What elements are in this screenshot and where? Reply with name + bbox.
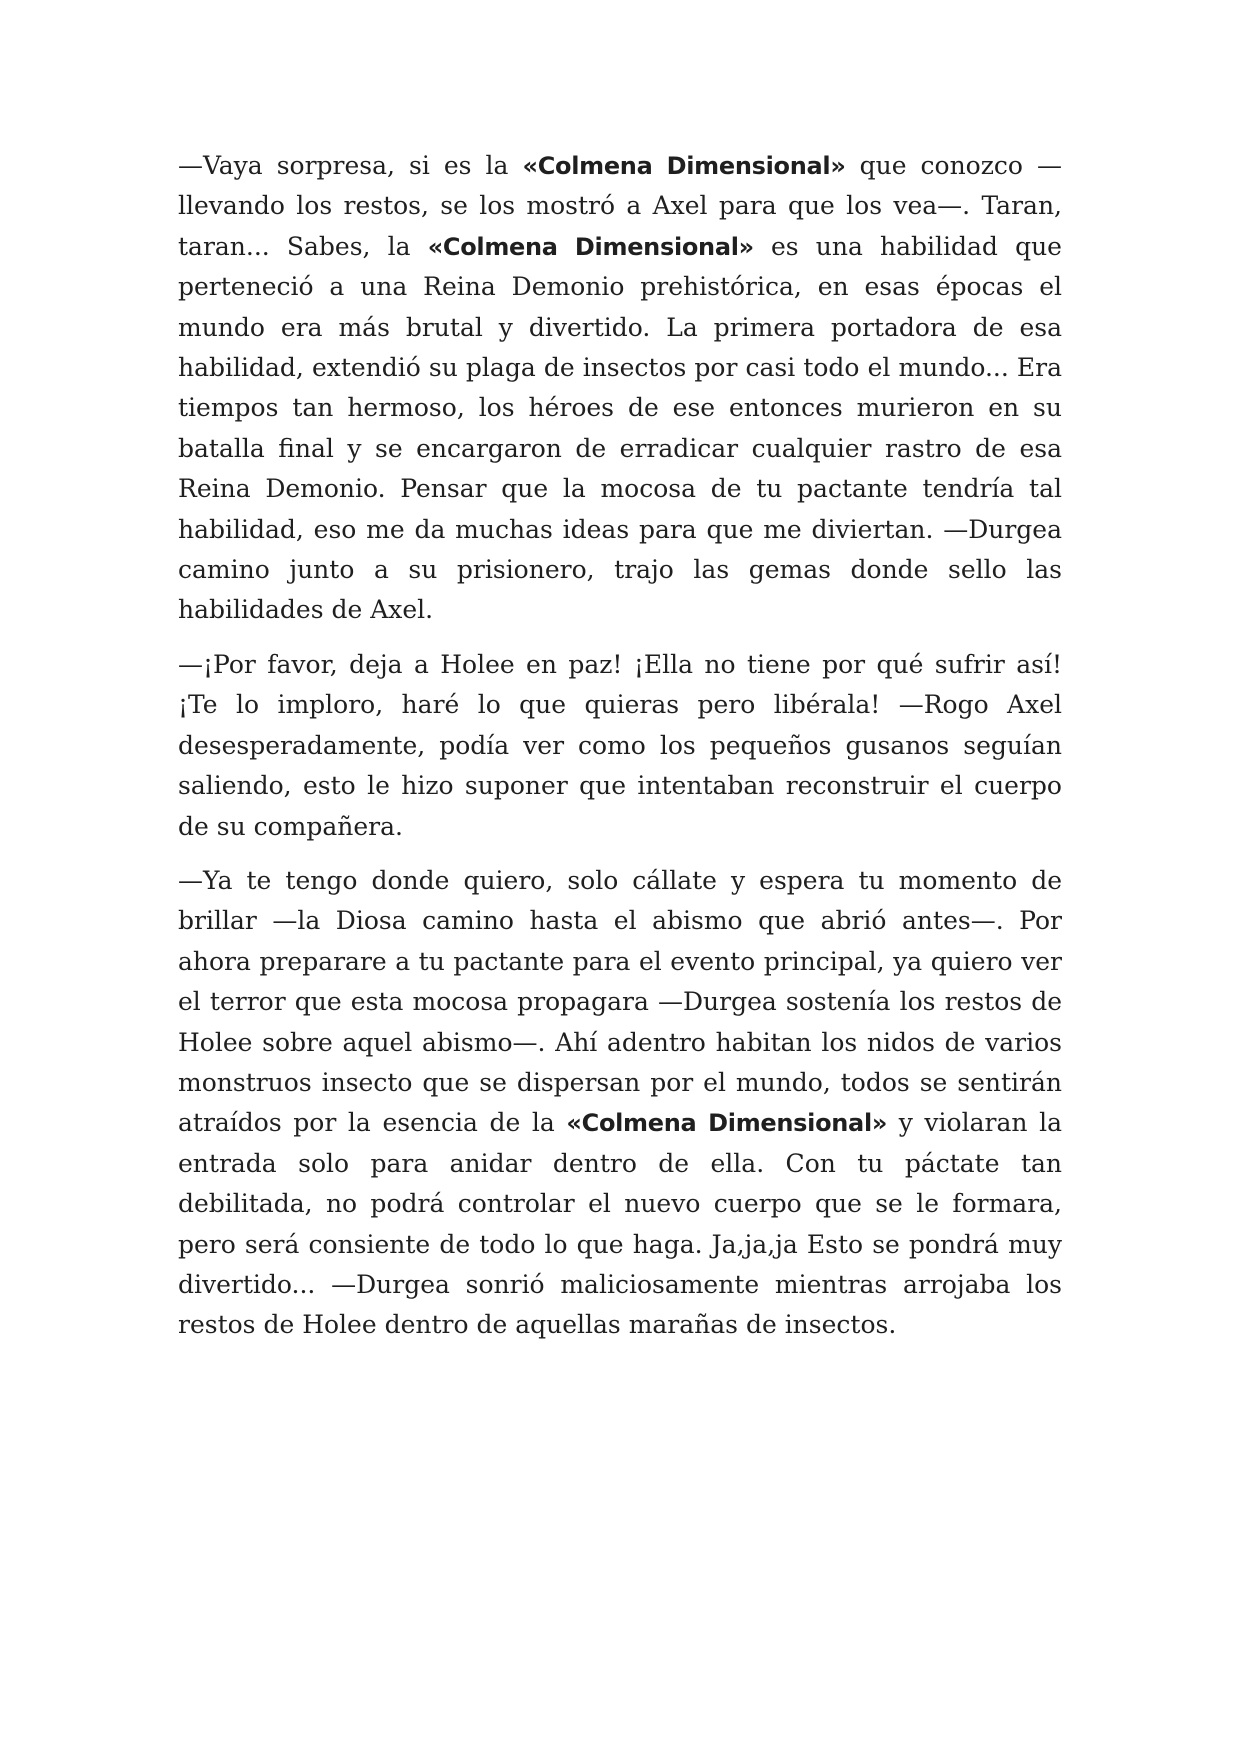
text-run: —¡Por favor, deja a Holee en paz! ¡Ella no tiene por qué sufrir así! ¡Te lo imploro, haré lo que quieras pero libérala! —Rogo Axel desesperadamente, podía ver como los pequeños gusanos seguían saliendo, esto le hizo suponer que intentaban reconstruir el cuerpo de su compañera.	[178, 649, 1062, 841]
body-text	[178, 146, 1062, 1360]
text-run: y violaran la entrada solo para anidar dentro de ella. Con tu páctate tan debilitada, no podrá controlar el nuevo cuerpo que se le formara, pero será consiente de todo lo que haga. Ja,ja,ja Esto se pondrá muy divertido... —Durgea sonrió maliciosamente mientras arrojaba los restos de Holee dentro de aquellas marañas de insectos.	[178, 1108, 1062, 1340]
text-run: que conozco —llevando los restos, se los mostró a Axel para que los vea—. Taran, taran... Sabes, la	[178, 151, 1062, 261]
skill-name: «Colmena Dimensional»	[566, 1109, 888, 1138]
skill-name: «Colmena Dimensional»	[427, 232, 754, 261]
paragraph-1	[178, 146, 1062, 631]
paragraph-3	[178, 861, 1062, 1346]
paragraph-2	[178, 645, 1062, 847]
text-run: —Vaya sorpresa, si es la	[178, 151, 523, 180]
text-run: es una habilidad que perteneció a una Reina Demonio prehistórica, en esas épocas el mundo era más brutal y divertido. La primera portadora de esa habilidad, extendió su plaga de insectos por casi todo el mundo... Era tiempos tan hermoso, los héroes de ese entonces murieron en su batalla final y se encargaron de erradicar cualquier rastro de esa Reina Demonio. Pensar que la mocosa de tu pactante tendría tal habilidad, eso me da muchas ideas para que me diviertan. —Durgea camino junto a su prisionero, trajo las gemas donde sello las habilidades de Axel.	[178, 231, 1062, 625]
text-run: —Ya te tengo donde quiero, solo cállate y espera tu momento de brillar —la Diosa camino hasta el abismo que abrió antes—. Por ahora preparare a tu pactante para el evento principal, ya quiero ver el terror que esta mocosa propagara —Durgea sostenía los restos de Holee sobre aquel abismo—. Ahí adentro habitan los nidos de varios monstruos insecto que se dispersan por el mundo, todos se sentirán atraídos por la esencia de la	[178, 865, 1062, 1138]
skill-name: «Colmena Dimensional»	[522, 152, 846, 180]
